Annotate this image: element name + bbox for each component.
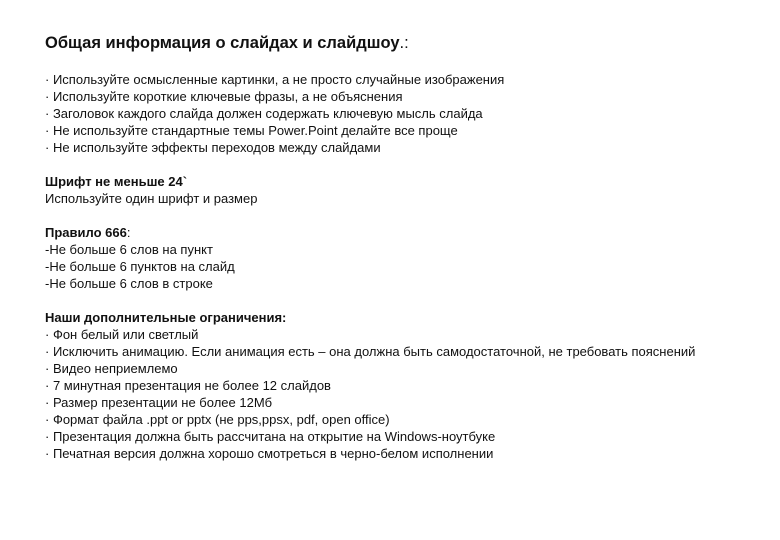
list-item: · Фон белый или светлый — [45, 327, 199, 342]
limits-section — [45, 309, 735, 462]
general-list — [45, 71, 735, 156]
list-item: · 7 минутная презентация не более 12 слайдов — [45, 378, 331, 393]
list-item: · Заголовок каждого слайда должен содержать ключевую мысль слайда — [45, 106, 483, 121]
font-section-heading: Шрифт не меньше 24` — [45, 174, 188, 189]
rule-section-heading — [45, 224, 735, 241]
list-item: · Формат файла .ppt or pptx (не pps,ppsx, pdf, open office) — [45, 412, 390, 427]
list-item: · Печатная версия должна хорошо смотреться в черно-белом исполнении — [45, 446, 494, 461]
page-title-text: Общая информация о слайдах и слайдшоу — [45, 34, 400, 52]
list-item: · Видео неприемлемо — [45, 361, 178, 376]
font-section-line: Используйте один шрифт и размер — [45, 191, 258, 206]
list-item: · Используйте короткие ключевые фразы, а не объяснения — [45, 89, 403, 104]
rule-list — [45, 241, 735, 292]
limits-section-heading: Наши дополнительные ограничения: — [45, 310, 287, 325]
font-section — [45, 173, 735, 207]
list-item: · Размер презентации не более 12Мб — [45, 395, 273, 410]
rule-section — [45, 224, 735, 292]
list-item: -Не больше 6 слов в строке — [45, 276, 213, 291]
list-item: · Презентация должна быть рассчитана на открытие на Windows-ноутбуке — [45, 429, 496, 444]
list-item: -Не больше 6 слов на пункт — [45, 242, 213, 257]
document — [45, 33, 735, 462]
limits-list — [45, 326, 735, 462]
rule-section-heading-suffix: : — [126, 225, 131, 240]
list-item: · Не используйте эффекты переходов между слайдами — [45, 140, 381, 155]
rule-section-heading-text: Правило 666 — [45, 225, 127, 240]
list-item: -Не больше 6 пунктов на слайд — [45, 259, 235, 274]
list-item: · Используйте осмысленные картинки, а не просто случайные изображения — [45, 72, 505, 87]
list-item: · Не используйте стандартные темы Power.Point делайте все проще — [45, 123, 458, 138]
page-title — [45, 33, 735, 53]
list-item: · Исключить анимацию. Если анимация есть – она должна быть самодостаточной, не требовать пояснений — [45, 344, 696, 359]
page-title-suffix: .: — [399, 34, 409, 52]
